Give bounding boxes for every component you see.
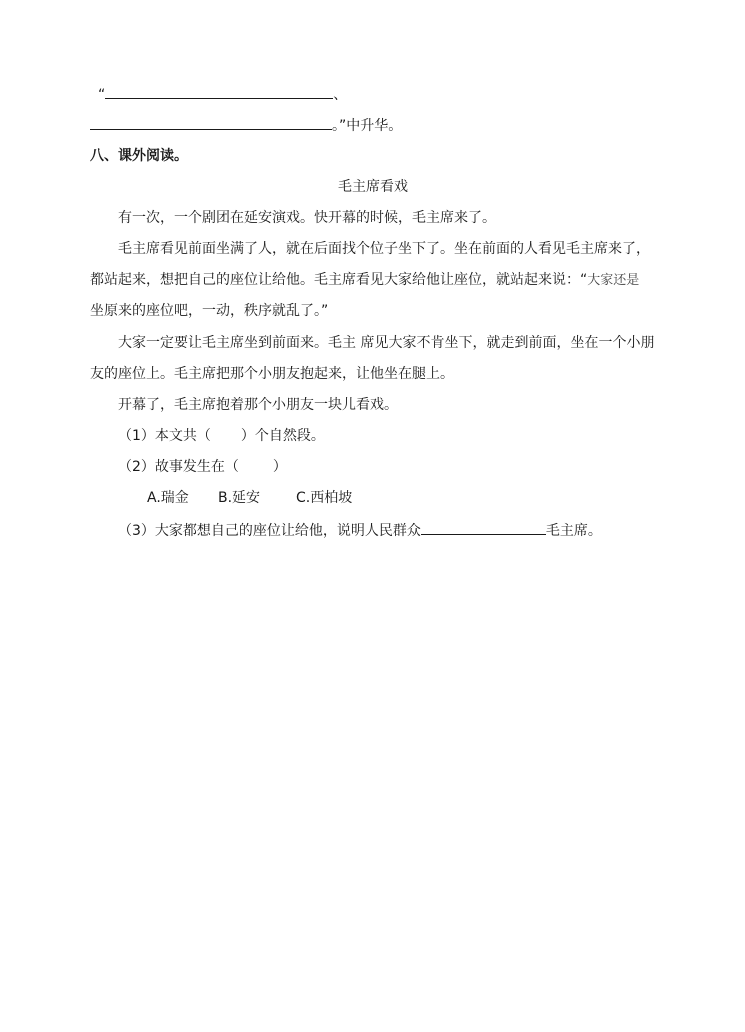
q2-option-c[interactable]: C.西柏坡: [296, 490, 353, 506]
article-paragraph-3-line-1: 大家一定要让毛主席坐到前面来。毛主 席见大家不肯坐下，就走到前面，坐在一个小朋: [118, 335, 655, 351]
article-paragraph-1: 有一次，一个剧团在延安演戏。快开幕的时候，毛主席来了。: [118, 210, 496, 226]
question-3: [118, 520, 602, 540]
answer-blank-2[interactable]: [90, 115, 332, 130]
article-title: 毛主席看戏: [338, 179, 408, 195]
article-paragraph-2-line-3: 坐原来的座位吧，一动，秩序就乱了。”: [90, 303, 329, 319]
dunhao-mark: 、: [333, 87, 348, 103]
q1-suffix: ）个自然段。: [240, 428, 325, 444]
q2-option-b[interactable]: B.延安: [218, 490, 261, 506]
q3-answer-blank[interactable]: [421, 520, 546, 535]
section-heading: 八、课外阅读。: [90, 148, 188, 164]
fill-line-2: [90, 115, 402, 135]
q3-suffix: 毛主席。: [545, 523, 602, 539]
fill-line-2-tail: 。”中升华。: [332, 118, 403, 134]
q2-prefix: （2）故事发生在（: [118, 459, 239, 475]
article-paragraph-3-line-2: 友的座位上。毛主席把那个小朋友抱起来，让他坐在腿上。: [90, 366, 454, 382]
p2-text-a: 都站起来，想把自己的座位让给他。毛主席看见大家给他让座位，就站起来说：“: [90, 272, 588, 288]
article-paragraph-2-line-1: 毛主席看见前面坐满了人，就在后面找个位子坐下了。坐在前面的人看见毛主席来了，: [118, 241, 650, 257]
open-quote: “: [98, 87, 106, 103]
q2-close: ）: [272, 459, 287, 475]
q1-prefix: （1）本文共（: [118, 428, 211, 444]
question-1: [118, 426, 325, 446]
article-paragraph-4: 开幕了，毛主席抱着那个小朋友一块儿看戏。: [118, 397, 398, 413]
fill-line-1: [98, 84, 347, 104]
question-2: [118, 457, 287, 477]
p2-text-b: 大家还是: [587, 273, 640, 288]
q3-prefix: （3）大家都想自己的座位让给他，说明人民群众: [118, 523, 421, 539]
answer-blank-1[interactable]: [105, 84, 333, 99]
q2-option-a[interactable]: A.瑞金: [147, 490, 189, 506]
article-paragraph-2-line-2: [90, 270, 639, 290]
